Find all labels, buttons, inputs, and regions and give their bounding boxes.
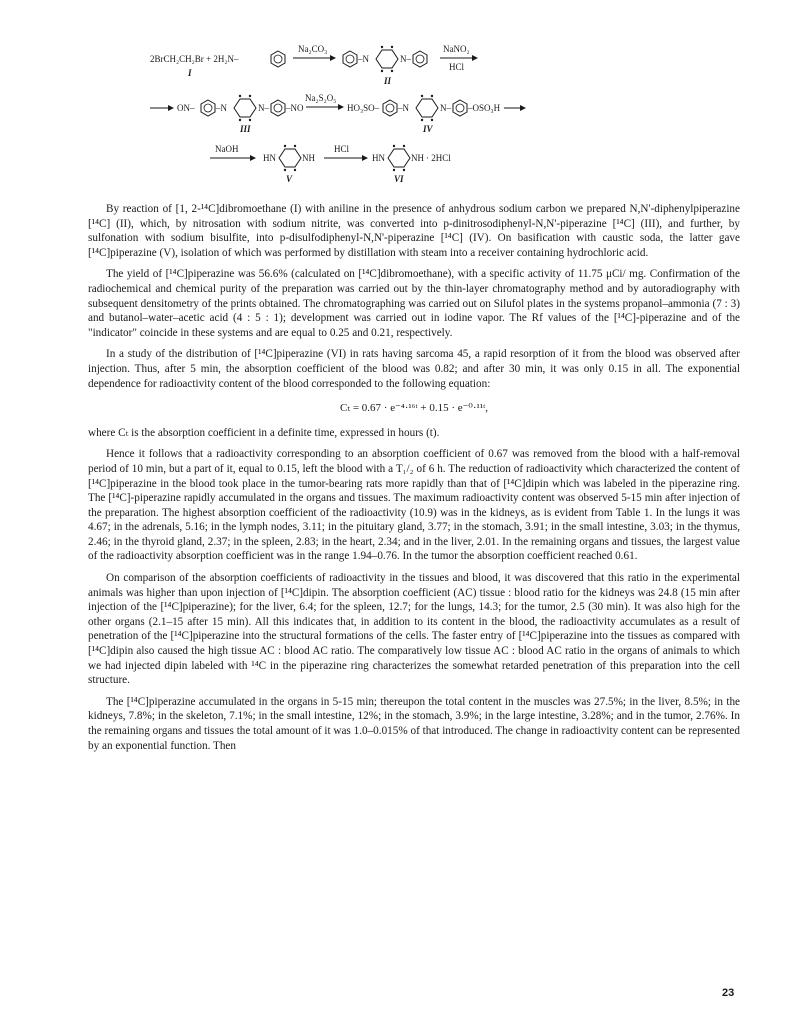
scheme-reactants: 2BrCH₂CH₂Br + 2H₂N–	[150, 54, 239, 64]
svg-text:NH: NH	[302, 153, 315, 163]
compound-label-3: III	[240, 124, 251, 134]
page-number: 23	[722, 987, 735, 999]
svg-text:N–: N–	[400, 54, 411, 64]
paragraph: where Cₜ is the absorption coefficient in a definite time, expressed in hours (t).	[88, 426, 440, 439]
compound-label-2: II	[384, 76, 392, 86]
reagent-hcl: HCl	[449, 62, 465, 72]
reagent-nano2: NaNO₂	[443, 44, 470, 54]
nitroso-group-left: ON–	[177, 103, 195, 113]
reagent-na2co3: Na₂CO₃	[298, 44, 328, 54]
salt-label: · 2HCl	[426, 153, 451, 163]
svg-text:HN: HN	[263, 153, 276, 163]
piperazine-ring	[376, 46, 398, 72]
svg-text:N–: N–	[440, 103, 451, 113]
svg-text:–N: –N	[358, 54, 369, 64]
svg-text:–N: –N	[398, 103, 409, 113]
paragraph: The [¹⁴C]piperazine accumulated in the organs in 5-15 min; thereupon the total content in the muscles was 27.5%; in the liver, 8.5%; in the kidneys, 7.8%; in the skeleton, 7.1%; in the small intestine, 12%; in the stomach, 3.9%; in the large intestine, 3.28%; and in the tumor, 2.76%. In the remaining organs and tissues the total amount of it was 1.0–0.015% of that introduced. The change in radioactivity content can be represented by an exponential function. Then	[88, 695, 740, 752]
article-body	[88, 202, 740, 760]
svg-text:NH: NH	[411, 153, 424, 163]
paragraph: The yield of [¹⁴C]piperazine was 56.6% (calculated on [¹⁴C]dibromoethane), with a specific activity of 11.75 μCi/ mg. Confirmation of the radiochemical and chemical purity of the preparation was carried out by the thin-layer chromatography method and by autoradiography with subsequent densitometry of the prints obtained. The chromatographing was carried out on Silufol plates in the systems propanol–ammonia (7 : 3) and butanol–water–acetic acid (4 : 5 : 1); development was carried out in iodine vapor. The Rf values of the [¹⁴C]-piperazine and of the "indicator" coincide in these systems and are equal to 0.25 and 0.21, respectively.	[88, 268, 740, 339]
benzene-ring	[271, 51, 285, 67]
svg-text:N–: N–	[258, 103, 269, 113]
paragraph: On comparison of the absorption coefficients of radioactivity in the tissues and blood, it was discovered that this ratio in the experimental animals was higher than upon injection of [¹⁴C]dipin. The absorption coefficient (AC) tissue : blood ratio for the kidneys was 24.8 (15 min after injection of the [¹⁴C]piperazine); for the liver, 6.4; for the spleen, 12.7; for the lungs, 14.3; for the tumor, 2.5 (30 min). It was also high for the other organs (2.1–15 after 15 min). All this indicates that, in addition to its content in the blood, the radioactivity accumulates as a result of penetration of the [¹⁴C]piperazine into the structural formations of the cells. The faster entry of [¹⁴C]piperazine into the tissues as compared with [¹⁴C]dipin also caused the high tissue AC : blood AC ratio. The comparatively low tissue AC : blood AC ratio in the organs of animals to which we had injected dipin labeled with ¹⁴C in the piperazine ring characterizes the somewhat retarded penetration of this preparation into the cell structure.	[88, 572, 740, 687]
compound-label-1: I	[188, 68, 192, 78]
svg-text:–N: –N	[216, 103, 227, 113]
sulfo-group-left: HO₃SO–	[347, 103, 380, 113]
reagent-hcl-2: HCl	[334, 144, 350, 154]
nitroso-group-right: –NO	[286, 103, 304, 113]
paragraph: In a study of the distribution of [¹⁴C]piperazine (VI) in rats having sarcoma 45, a rapid resorption of it from the blood was observed after injection. Thus, after 5 min, the absorption coefficient of the blood was 0.82; and after 30 min, it was only 0.15 in all. The exponential dependence for radioactivity content of the blood corresponded to the following equation:	[88, 348, 740, 390]
equation: Cₜ = 0.67 · e⁻⁴·¹⁶ᵗ + 0.15 · e⁻⁰·¹¹ᵗ,	[340, 402, 488, 415]
compound-label-4: IV	[423, 124, 433, 134]
paragraph: Hence it follows that a radioactivity corresponding to an absorption coefficient of 0.67 was removed from the blood with a half-removal period of 10 min, but a part of it, equal to 0.15, left the blood with a T₁/₂ of 6 h. The reduction of radioactivity which characterized the content of [¹⁴C]piperazine in the blood took place in the tumor-bearing rats more rapidly than that of [¹⁴C]dipin which was labeled in the piperazine ring. The [¹⁴C]-piperazine rapidly accumulated in the organs and tissues. The maximum radioactivity content was observed 5-15 min after injection of the preparation. The highest absorption coefficient of the radioactivity (10.9) was in the kidneys, as is evident from Table 1. In the lungs it was 4.67; in the adrenals, 5.16; in the lymph nodes, 3.11; in the pituitary gland, 3.77; in the stomach, 3.91; in the small intestine, 3.03; in the thymus, 2.46; in the thyroid gland, 2.37; in the spleen, 2.83; in the heart, 2.34; and in the liver, 2.01. In the remaining organs and tissues, the largest value of the radioactivity absorption coefficient was in the range 1.94–0.76. In the tumor the absorption coefficient reached 0.61.	[88, 448, 740, 563]
reagent-naoh: NaOH	[215, 144, 239, 154]
sulfo-group-right: –OSO₃H	[468, 103, 501, 113]
compound-label-5: V	[286, 174, 293, 184]
paragraph: By reaction of [1, 2-¹⁴C]dibromoethane (I) with aniline in the presence of anhydrous sodium carbon we prepared N,N'-diphenylpiperazine [¹⁴C] (II), which, by nitrosation with sodium nitrite, was converted into p-dinitrosodiphenyl-N,N'-piperazine [¹⁴C] (III), and further, by sulfonation with sodium bisulfite, into p-disulfodiphenyl-N,N'-piperazine [¹⁴C] (IV). On basification with caustic soda, the latter gave [¹⁴C]piperazine (V), isolation of which was performed by distillation with steam into a receiver containing hydrochloric acid.	[88, 203, 740, 259]
reaction-scheme-drawing	[150, 28, 670, 198]
svg-text:HN: HN	[372, 153, 385, 163]
compound-label-6: VI	[394, 174, 404, 184]
reaction-scheme	[150, 28, 670, 198]
reagent-na2s2o5: Na₂S₂O₅	[305, 93, 337, 103]
